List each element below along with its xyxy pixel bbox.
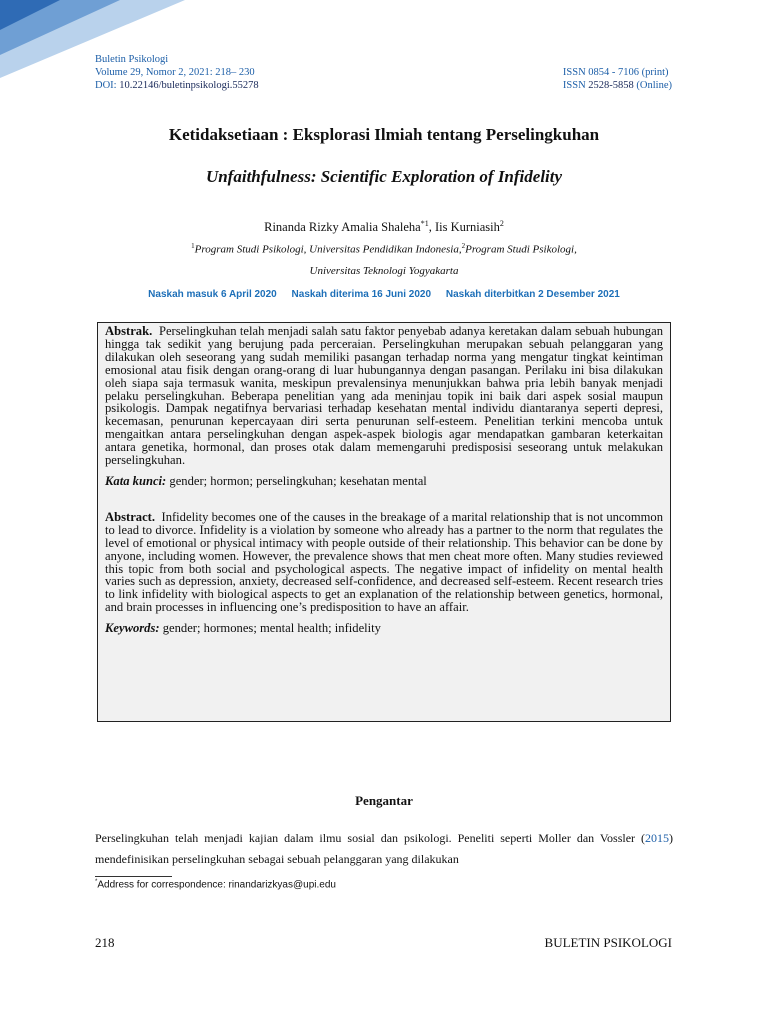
affil-2-sup: 2 <box>461 242 466 250</box>
affiliation-line-1 <box>0 236 768 261</box>
journal-header-left <box>95 53 259 92</box>
author-line <box>0 219 768 235</box>
abstract-en <box>105 511 663 614</box>
issn-print: ISSN 0854 - 7106 (print) <box>562 67 669 78</box>
date-published: Naskah diterbitkan 2 Desember 2021 <box>445 289 620 300</box>
keywords-en <box>105 622 663 635</box>
author-1: Rinanda Rizky Amalia Shaleha <box>264 220 421 235</box>
author-2-sup: 2 <box>499 219 504 228</box>
issn-online-line <box>563 79 672 92</box>
keywords-en-text: gender; hormones; mental health; infidelity <box>162 621 381 636</box>
paper-subtitle: Unfaithfulness: Scientific Exploration of Infidelity <box>205 167 563 186</box>
author-2: Iis Kurniasih <box>434 220 500 235</box>
affiliation-2a: Program Studi Psikologi, <box>465 243 577 256</box>
issn-online-link[interactable]: 2528-5858 <box>588 80 634 91</box>
keywords-id-text: gender; hormon; perselingkuhan; kesehatan mental <box>169 473 427 488</box>
keywords-id <box>105 475 663 488</box>
issn-online-label: ISSN <box>562 80 586 91</box>
page-number: 218 <box>95 935 115 950</box>
section-heading: Pengantar <box>355 793 413 808</box>
affiliation-1: Program Studi Psikologi, Universitas Pendidikan Indonesia, <box>194 243 462 256</box>
abstract-id-label: Abstrak. <box>105 324 153 338</box>
doi-line <box>95 79 259 92</box>
abstract-en-text: Infidelity becomes one of the causes in the breakage of a marital relationship that is not uncommon to lead to divorce. Infidelity is a violation by someone who already has a partner to the norm that regulates the level of emotional or physical intimacy with people outside of their relationship. This behavior can be done by anyone, including women. However, the prevalence shows that men cheat more often. Many studies reviewed this topic from both social and psychological aspects. The negative impact of infidelity on mental health varies such as depression, anxiety, decreased self-confidence, and decreased self-esteem. Recent research tries to link infidelity with biological aspects to get an explanation of the relationship between genetics, hormonal, and brain processes in influencing one’s predisposition to have an affair. <box>105 509 664 615</box>
footnote-rule <box>95 876 172 877</box>
date-received: Naskah masuk 6 April 2020 <box>148 289 277 300</box>
affil-1-sup: 1 <box>191 242 195 250</box>
citation-link[interactable]: 2015 <box>645 831 669 845</box>
journal-volume: Volume 29, Nomor 2, 2021: 218– 230 <box>95 67 255 78</box>
doi-link[interactable]: 10.22146/buletinpsikologi.55278 <box>119 80 259 91</box>
footnote-text: Address for correspondence: rinandarizkyas@upi.edu <box>97 879 336 891</box>
abstract-id-text: Perselingkuhan telah menjadi salah satu faktor penyebab adanya keretakan dalam sebuah hubungan hingga tak sedikit yang berujung pada perceraian. Perselingkuhan merupakan sebuah pelanggaran yang dilakukan oleh seseorang yang sudah memiliki pasangan terhadap norma yang mengatur tingkat keintiman emosional atau fisik dengan orang-orang di luar hubungannya dengan pasangan. Perilaku ini bisa dilakukan oleh siapa saja termasuk wanita, meskipun prevalensinya menunjukkan bahwa pria lebih banyak menjadi pelaku perselingkuhan. Beberapa penelitian yang ada meninjau topik ini baik dari aspek sosial maupun psikologis. Dampak negatifnya bervariasi terhadap kesehatan mental individu diantaranya seperti depresi, kecemasan, penurunan kepercayaan diri serta penurunan self-esteem. Penelitian terkini mencoba untuk mengaitkan antara perselingkuhan dengan aspek-aspek biologis agar mendapatkan gambaran keterkaitan antara genetika, hormonal, dan proses otak dalam memengaruhi predisposisi seseorang untuk melakukan perselingkuhan. <box>105 324 663 468</box>
body-text-part2: ) mendefinisikan perselingkuhan sebagai sebuah pelanggaran yang dilakukan <box>95 831 673 866</box>
doi-label: DOI: <box>95 80 117 91</box>
author-1-sup: *1 <box>420 219 429 228</box>
footnote <box>95 879 336 890</box>
footer-journal-name: BULETIN PSIKOLOGI <box>544 935 672 950</box>
abstract-id <box>105 325 663 467</box>
footnote-marker: * <box>95 879 98 885</box>
abstract-en-label: Abstract. <box>105 509 156 524</box>
issn-online-suffix: (Online) <box>636 80 672 91</box>
body-paragraph <box>95 828 673 870</box>
author-separator: , <box>428 220 435 235</box>
journal-header-right <box>563 66 672 92</box>
keywords-id-label: Kata kunci: <box>105 473 167 488</box>
date-accepted: Naskah diterima 16 Juni 2020 <box>291 289 432 300</box>
submission-dates <box>0 289 768 300</box>
body-text-part1: Perselingkuhan telah menjadi kajian dalam ilmu sosial dan psikologi. Peneliti seperti Moller dan Vossler ( <box>95 831 645 845</box>
keywords-en-label: Keywords: <box>105 621 160 636</box>
affiliations <box>0 236 768 282</box>
paper-title: Ketidaksetiaan : Eksplorasi Ilmiah tentang Perselingkuhan <box>168 125 600 144</box>
journal-name: Buletin Psikologi <box>95 54 169 65</box>
affiliation-2b: Universitas Teknologi Yogyakarta <box>309 264 459 277</box>
abstract-box <box>97 322 671 722</box>
